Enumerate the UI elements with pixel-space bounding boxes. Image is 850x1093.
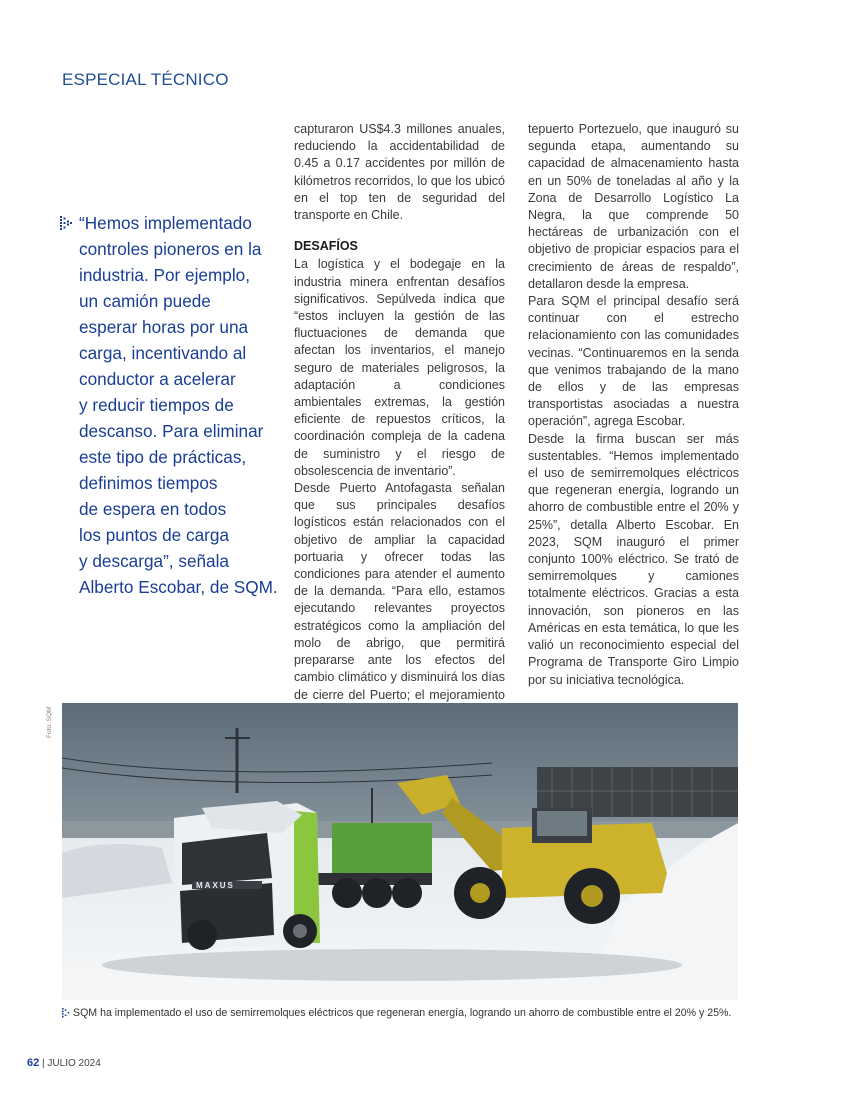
quote-line: este tipo de prácticas,	[79, 447, 247, 467]
quote-line: conductor a acelerar	[79, 369, 236, 389]
quote-line: esperar horas por una	[79, 317, 249, 337]
quote-line: Alberto Escobar, de SQM.	[79, 577, 278, 597]
photo-caption	[62, 1006, 738, 1020]
column2-paragraph-1: tepuerto Portezuelo, que inauguró su segunda etapa, aumentando su capacidad de almacenamiento hasta en un 50% de toneladas al año y la Zona de Desarrollo Logístico La Negra, la que comprende 50 hectáreas de urbanización con el objetivo de propiciar espacios para el crecimiento de áreas de respaldo”, detallaron desde la empresa.	[528, 122, 739, 291]
quote-line: descanso. Para eliminar	[79, 421, 264, 441]
truck-brand-text: MAXUS	[196, 881, 235, 890]
pull-quote	[60, 210, 280, 600]
article-column-1	[294, 121, 505, 721]
photo-credit: Foto: SQM	[46, 706, 53, 738]
bullet-dots-icon	[60, 216, 72, 230]
article-photo	[62, 703, 738, 1000]
caption-text: SQM ha implementado el uso de semirremolques eléctricos que regeneran energía, logrando un ahorro de combustible entre el 20% y 25%.	[73, 1007, 732, 1019]
caption-bullet-icon	[62, 1008, 70, 1018]
quote-line: y descarga”, señala	[79, 551, 229, 571]
column2-paragraph-3: Desde la firma buscan ser más sustentables. “Hemos implementado el uso de semirremolques eléctricos que regeneran energía, logrando un ahorro de combustible entre el 20% y 25%”, detalla Alberto Escobar. En 2023, SQM inauguró el primer conjunto 100% eléctrico. Se trató de semirremolques y camiones totalmente eléctricos. Gracias a esta innovación, son pioneros en las Américas en esta temática, lo que les valió un reconocimiento especial del Programa de Transporte Giro Limpio por su iniciativa tecnológica.	[528, 431, 739, 687]
quote-line: definimos tiempos	[79, 473, 218, 493]
column1-paragraph-3: Desde Puerto Antofagasta señalan que sus principales desafíos logísticos están relacionados con el objetivo de ampliar la capacidad portuaria y ofrecer todas las condiciones para atender el aumento de la demanda. “Para ello, estamos ejecutando relevantes proyectos estratégicos como la ampliación del molo de abrigo, que permitirá prepararse ante los efectos del cambio climático y disminuirá los días de cierre del Puerto; el mejoramiento	[294, 481, 505, 702]
quote-line: de espera en todos	[79, 499, 227, 519]
issue-date: | JULIO 2024	[42, 1058, 101, 1069]
pull-quote-text	[79, 210, 280, 600]
page-footer	[27, 1057, 101, 1069]
truck-loader-illustration	[62, 703, 738, 1000]
quote-line: y reducir tiempos de	[79, 395, 234, 415]
quote-line: los puntos de carga	[79, 525, 230, 545]
column2-paragraph-2: Para SQM el principal desafío será continuar con el estrecho relacionamiento con las comunidades vecinas. “Continuaremos en la senda que venimos trabajando de la mano de ellos y de las empresas transportistas asociadas a nuestra operación”, agrega Escobar.	[528, 294, 739, 429]
section-heading-desafios: DESAFÍOS	[294, 239, 358, 254]
page-number: 62	[27, 1057, 40, 1069]
quote-line: un camión puede	[79, 291, 211, 311]
section-title: ESPECIAL TÉCNICO	[62, 70, 229, 89]
shadow	[102, 949, 682, 981]
quote-line: “Hemos implementado	[79, 213, 252, 233]
quote-line: carga, incentivando al	[79, 343, 247, 363]
column1-paragraph-1: capturaron US$4.3 millones anuales, reduciendo la accidentabilidad de 0.45 a 0.17 accidentes por millón de kilómetros recorridos, lo que los ubicó en el top ten de seguridad del transporte en Chile.	[294, 122, 505, 223]
column1-paragraph-2: La logística y el bodegaje en la industria minera enfrentan desafíos significativos. Sepúlveda indica que “estos incluyen la gestión de las fluctuaciones de demanda que afectan los inventarios, el manejo seguro de materiales peligrosos, la adaptación a condiciones ambientales extremas, la gestión eficiente de repuestos críticos, la coordinación compleja de la cadena de suministro y el riesgo de obsolescencia de inventario”.	[294, 257, 505, 478]
article-column-2	[528, 121, 739, 689]
quote-line: controles pioneros en la	[79, 239, 262, 259]
quote-line: industria. Por ejemplo,	[79, 265, 251, 285]
truck-cab	[174, 801, 320, 950]
